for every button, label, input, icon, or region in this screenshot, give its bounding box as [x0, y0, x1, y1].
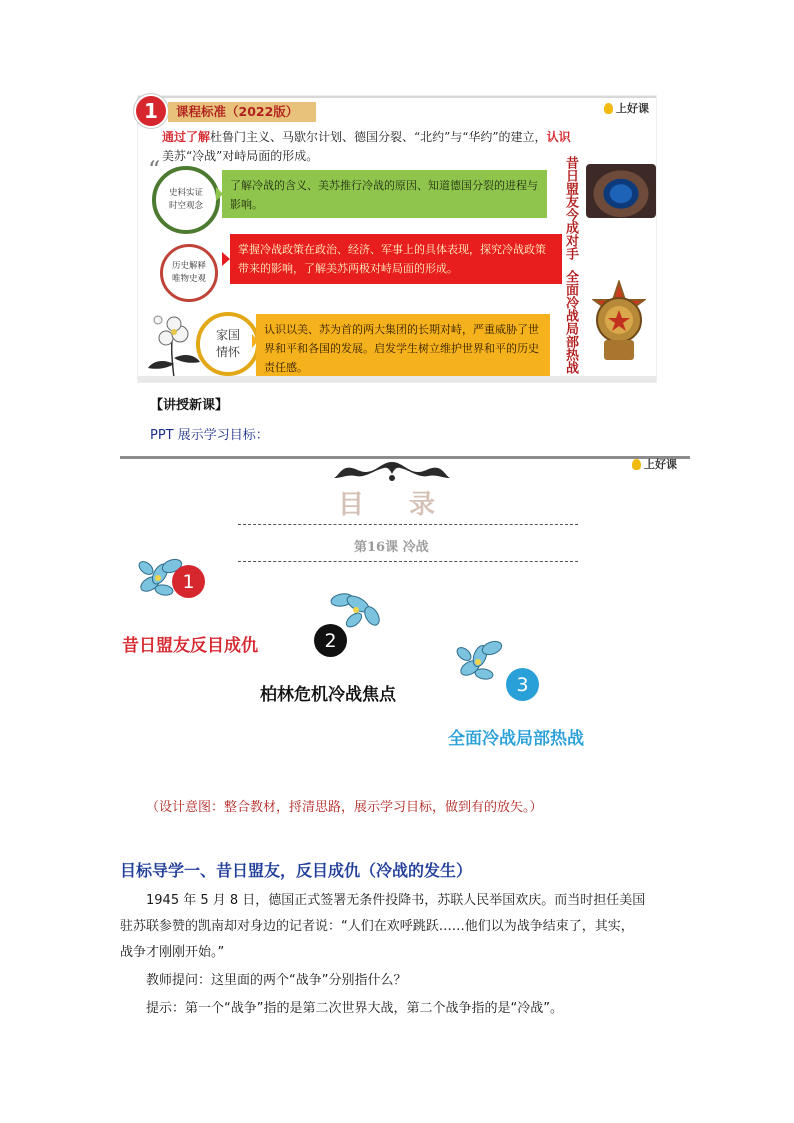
- literacy-ring-evidence: 史料实证 时空观念: [152, 166, 220, 234]
- lesson-title: 第16课 冷战: [354, 540, 429, 555]
- bulb-icon: [604, 103, 613, 114]
- slide-number-badge: 1: [136, 96, 166, 126]
- dashed-divider: [238, 561, 578, 562]
- design-intent-note: （设计意图：整合教材，捋清思路，展示学习目标，做到有的放矢。）: [146, 800, 543, 815]
- vertical-caption-2: 全面冷战局部热战: [563, 270, 578, 374]
- toc-title: 目 录: [338, 490, 454, 520]
- standard-text: 通过了解杜鲁门主义、马歇尔计划、德国分裂、“北约”与“华约”的建立，认识美苏“冷战”对峙局面的形成。: [162, 130, 571, 163]
- toc-item-2-number: 2: [314, 624, 347, 657]
- literacy-ring-patriotism: 家国 情怀: [196, 312, 260, 376]
- blue-flower-icon: [450, 628, 512, 690]
- toc-item-3-label[interactable]: 全面冷战局部热战: [448, 729, 584, 749]
- hint-line: 提示：第一个“战争”指的是第二次世界大战，第二个战争指的是“冷战”。: [146, 1001, 563, 1016]
- vertical-caption-1: 昔日盟友今成对手: [563, 156, 578, 260]
- slide-logo: 上好课: [632, 456, 677, 472]
- quote-mark: “: [148, 156, 161, 184]
- arrow-icon: [222, 252, 230, 266]
- toc-item-1-number: 1: [172, 565, 205, 598]
- paragraph-line: 1945 年 5 月 8 日，德国正式签署无条件投降书，苏联人民举国欢庆。而当时担任美国: [146, 893, 646, 908]
- table-of-contents-slide: [120, 456, 690, 776]
- literacy-ring-interpretation: 历史解释 唯物史观: [160, 244, 218, 302]
- slide-logo: 上好课: [604, 100, 649, 116]
- ppt-intro-line: PPT 展示学习目标：: [150, 428, 269, 443]
- section-heading: 【讲授新课】: [150, 398, 229, 413]
- toc-item-3-number: 3: [506, 668, 539, 701]
- objective-box-green: 了解冷战的含义、美苏推行冷战的原因、知道德国分裂的进程与影响。: [222, 170, 547, 218]
- dashed-divider: [238, 524, 578, 525]
- curriculum-standard-slide: [138, 96, 656, 382]
- toc-item-2-label[interactable]: 柏林危机冷战焦点: [260, 685, 396, 705]
- bulb-icon: [632, 459, 641, 470]
- paragraph-line: 战争才刚刚开始。”: [120, 945, 225, 960]
- teacher-question: 教师提问：这里面的两个“战争”分别指什么？: [146, 973, 407, 988]
- decorative-flower-icon: [144, 304, 204, 378]
- assembly-hall-image: [586, 164, 656, 218]
- standard-title: 课程标准（2022版）: [168, 102, 316, 122]
- soviet-medal-image: [592, 280, 646, 364]
- objective-box-yellow: 认识以美、苏为首的两大集团的长期对峙，严重威胁了世界和平和各国的发展。启发学生树立维护世界和平的历史责任感。: [256, 314, 550, 376]
- objective-box-red: 掌握冷战政策在政治、经济、军事上的具体表现，探究冷战政策带来的影响，了解美苏两极对峙局面的形成。: [230, 234, 562, 284]
- toc-item-1-label[interactable]: 昔日盟友反目成仇: [122, 636, 258, 656]
- ornament-icon: [332, 458, 452, 486]
- goal-heading: 目标导学一、昔日盟友，反目成仇（冷战的发生）: [120, 861, 473, 880]
- paragraph-line: 驻苏联参赞的凯南却对身边的记者说：“人们在欢呼跳跃……他们以为战争结束了，其实，: [120, 919, 634, 934]
- slide-bottom-band: [138, 376, 656, 382]
